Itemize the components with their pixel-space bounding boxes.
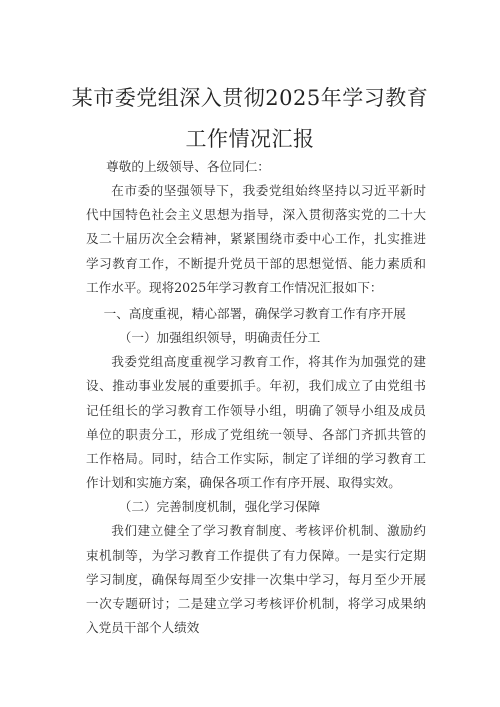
subsection-1-heading: （一）加强组织领导，明确责任分工: [118, 330, 321, 346]
section-1-heading: 一、高度重视，精心部署，确保学习教育工作有序开展: [103, 305, 406, 321]
subsection-2-paragraph: 我们建立健全了学习教育制度、考核评价机制、激励约束机制等，为学习教育工作提供了有力保障。一是实行定期学习制度，确保每周至少安排一次集中学习，每月至少开展一次专题研讨；二是建立学习考核评价机制，将学习成果纳入党员干部个人绩效: [86, 523, 426, 635]
intro-paragraph: 在市委的坚强领导下，我委党组始终坚持以习近平新时代中国特色社会主义思想为指导，深入贯彻落实党的二十大及二十届历次全会精神，紧紧围绕市委中心工作，扎实推进学习教育工作，不断提升党员干部的思想觉悟、能力素质和工作水平。现将2025年学习教育工作情况汇报如下：: [86, 183, 426, 295]
subsection-1-paragraph: 我委党组高度重视学习教育工作，将其作为加强党的建设、推动事业发展的重要抓手。年初，我们成立了由党组书记任组长的学习教育工作领导小组，明确了领导小组及成员单位的职责分工，形成了党组统一领导、各部门齐抓共管的工作格局。同时，结合工作实际，制定了详细的学习教育工作计划和实施方案，确保各项工作有序开展、取得实效。: [86, 354, 426, 491]
subsection-2-heading: （二）完善制度机制，强化学习保障: [118, 499, 321, 515]
document-title-line-1: 某市委党组深入贯彻2025年学习教育: [71, 86, 429, 110]
greeting: 尊敬的上级领导、各位同仁：: [106, 159, 270, 174]
document-body: [86, 155, 426, 640]
document-title-line-2: 工作情况汇报: [185, 127, 315, 151]
